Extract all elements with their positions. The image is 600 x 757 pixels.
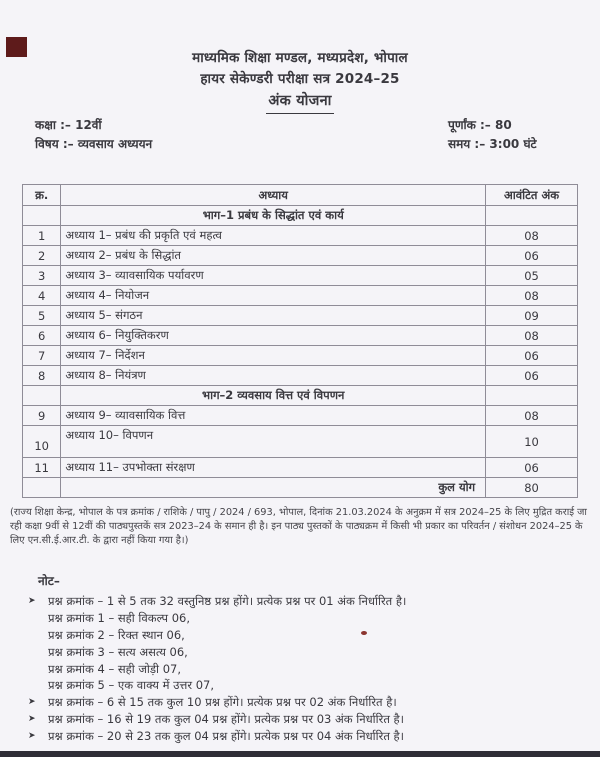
subject-value: व्यवसाय अध्ययन [77,137,153,151]
scan-edge-band [0,751,600,757]
arrow-bullet-icon: ➤ [28,697,36,708]
note-item [28,728,588,745]
arrow-bullet-icon: ➤ [28,731,36,742]
arrow-bullet-icon [28,661,48,678]
note-text: प्रश्न क्रमांक – 1 से 5 तक 32 वस्तुनिष्ठ प्रश्न होंगे। प्रत्येक प्रश्न पर 01 अंक निर्धारित है। [48,593,407,608]
note-item [28,711,588,728]
total-row [23,478,578,498]
total-value: 80 [486,478,578,498]
note-item [28,593,588,610]
footnote-paragraph: (राज्य शिक्षा केन्द्र, भोपाल के पत्र क्रमांक / राशिके / पापु / 2024 / 693, भोपाल, दिनांक 21.03.2024 के अनुक्रम में सत्र 2024–25 के लिए मुद्रित कराई जा रही कक्षा 9वीं से 12वीं की पाठ्यपुस्तकें सत्र 2023–24 के समान ही है। इन पाठ्य पुस्तकों के पाठ्यक्रम में किसी भी प्रकार का परिवर्तन / संशोधन 2024–25 के लिए एन.सी.ई.आर.टी. के द्वारा नहीं किया गया है।) [10,507,587,546]
table-row: 9 अध्याय 9– व्यावसायिक वित्त 08 [23,406,578,426]
note-item [28,610,588,627]
header-chapter: अध्याय [61,185,486,206]
arrow-bullet-icon [28,627,48,644]
table-row: 2 अध्याय 2– प्रबंध के सिद्धांत 06 [23,246,578,266]
section2-title: भाग–2 व्यवसाय वित्त एवं विपणन [61,386,486,406]
total-marks-value: 80 [494,118,512,132]
subject-label: विषय :– [35,137,74,151]
note-text: प्रश्न क्रमांक – 6 से 15 तक कुल 10 प्रश्न होंगे। प्रत्येक प्रश्न पर 02 अंक निर्धारित है। [48,695,397,710]
arrow-bullet-icon [28,677,48,694]
arrow-bullet-icon [28,644,48,661]
note-item [28,677,588,694]
note-text: प्रश्न क्रमांक 3 – सत्य असत्य 06, [48,644,188,659]
exam-session-title: हायर सेकेण्डरी परीक्षा सत्र 2024–25 [200,71,400,87]
document-header [0,48,600,114]
note-text: प्रश्न क्रमांक – 16 से 19 तक कुल 04 प्रश्न होंगे। प्रत्येक प्रश्न पर 03 अंक निर्धारित है। [48,712,405,727]
time-label: समय :– [448,137,486,151]
note-text: प्रश्न क्रमांक 2 – रिक्त स्थान 06, [48,627,185,642]
note-text: प्रश्न क्रमांक 5 – एक वाक्य में उत्तर 07, [48,678,215,693]
table-row: 1 अध्याय 1– प्रबंध की प्रकृति एवं महत्व 08 [23,226,578,246]
note-item [28,694,588,711]
note-item [28,644,588,661]
doc-title: अंक योजना [266,91,333,114]
notes-heading: नोट– [38,574,60,588]
total-marks-row [448,116,537,135]
table-row: 4 अध्याय 4– नियोजन 08 [23,286,578,306]
total-label: कुल योग [61,478,486,498]
header-serial: क्र. [23,185,61,206]
arrow-bullet-icon: ➤ [28,595,36,606]
section-row-part2 [23,386,578,406]
note-item [28,627,588,644]
table-row: 6 अध्याय 6– नियुक्तिकरण 08 [23,326,578,346]
class-row [35,116,152,135]
meta-left [35,116,152,154]
header-marks: आवंटित अंक [486,185,578,206]
time-row [448,135,537,154]
arrow-bullet-icon: ➤ [28,714,36,725]
table-row: 3 अध्याय 3– व्यावसायिक पर्यावरण 05 [23,266,578,286]
meta-right [448,116,537,154]
table-row: 8 अध्याय 8– नियंत्रण 06 [23,366,578,386]
table-row: 11 अध्याय 11– उपभोक्ता संरक्षण 06 [23,458,578,478]
class-value: 12वीं [75,118,102,132]
time-value: 3:00 घंटे [489,137,537,151]
total-marks-label: पूर्णांक :– [448,118,491,132]
table-row: 7 अध्याय 7– निर्देशन 06 [23,346,578,366]
class-label: कक्षा :– [35,118,71,132]
table-row: 5 अध्याय 5– संगठन 09 [23,306,578,326]
note-text: प्रश्न क्रमांक 1 – सही विकल्प 06, [48,610,191,625]
note-item [28,661,588,678]
note-text: प्रश्न क्रमांक – 20 से 23 तक कुल 04 प्रश्न होंगे। प्रत्येक प्रश्न पर 04 अंक निर्धारित है। [48,729,405,744]
section1-title: भाग–1 प्रबंध के सिद्धांत एवं कार्य [61,206,486,226]
board-name: माध्यमिक शिक्षा मण्डल, मध्यप्रदेश, भोपाल [192,50,408,66]
note-text: प्रश्न क्रमांक 4 – सही जोड़ी 07, [48,661,181,676]
subject-row [35,135,152,154]
arrow-bullet-icon [28,610,48,627]
section-row-part1 [23,206,578,226]
marks-allocation-table [22,184,578,498]
notes-section [28,573,588,745]
ink-dot-artifact [361,631,367,635]
table-row: 10 अध्याय 10– विपणन 10 [23,426,578,458]
table-header-row [23,185,578,206]
